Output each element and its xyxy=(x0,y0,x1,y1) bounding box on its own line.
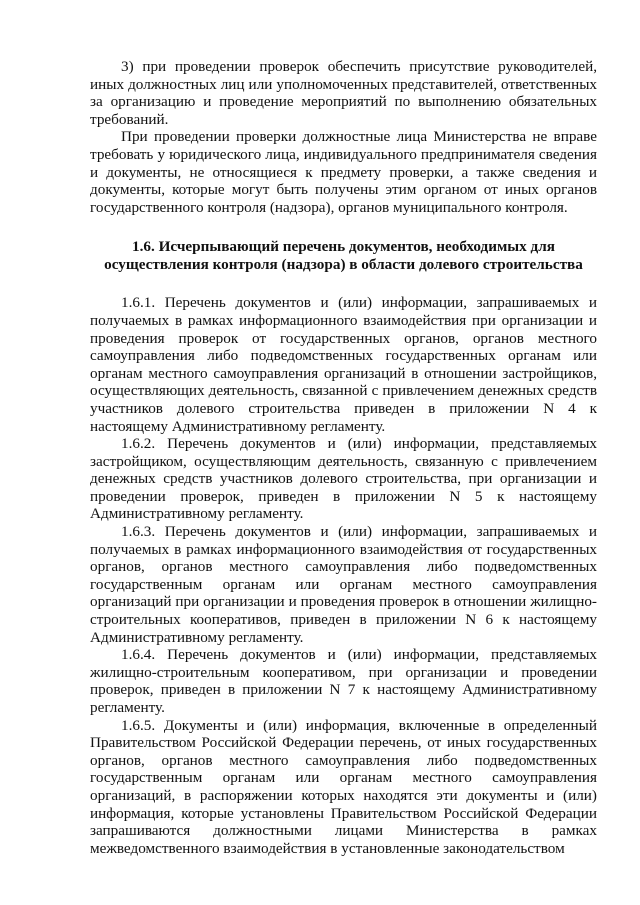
paragraph-1-6-3: 1.6.3. Перечень документов и (или) информации, запрашиваемых и получаемых в рамках информационного взаимодействия от государственных органов, органов местного самоуправления либо подведомственных государственным органам или органам местного самоуправления организаций при организации и проведения проверок в отношении жилищно-строительных кооперативов, приведен в приложении N 6 к настоящему Административному регламенту. xyxy=(90,523,597,646)
paragraph-1-6-4: 1.6.4. Перечень документов и (или) информации, представляемых жилищно-строительным кооперативом, при организации и проведении проверок, приведен в приложении N 7 к настоящему Административному регламенту. xyxy=(90,646,597,716)
paragraph-item-3: 3) при проведении проверок обеспечить присутствие руководителей, иных должностных лиц или уполномоченных представителей, ответственных за организацию и проведение мероприятий по выполнению обязательных требований. xyxy=(90,58,597,128)
paragraph-1-6-2: 1.6.2. Перечень документов и (или) информации, представляемых застройщиком, осуществляющим деятельность, связанную с привлечением денежных средств участников долевого строительства, при организации и проведении проверок, приведен в приложении N 5 к настоящему Административному регламенту. xyxy=(90,435,597,523)
paragraph-1-6-5: 1.6.5. Документы и (или) информация, включенные в определенный Правительством Российской Федерации перечень, от иных государственных органов, органов местного самоуправления либо подведомственных государственным органам или органам местного самоуправления организаций, в распоряжении которых находятся эти документы и (или) информация, которые установлены Правительством Российской Федерации запрашиваются должностными лицами Министерства в рамках межведомственного взаимодействия в установленные законодательством xyxy=(90,716,597,857)
document-page xyxy=(90,58,597,857)
paragraph-1-6-1: 1.6.1. Перечень документов и (или) информации, запрашиваемых и получаемых в рамках информационного взаимодействия при организации и проведения проверок от государственных органов, органов местного самоуправления либо подведомственных государственных органам или органам местного самоуправления организаций в отношении застройщиков, осуществляющих деятельность, связанной с привлечением денежных средств участников долевого строительства приведен в приложении N 4 к настоящему Административному регламенту. xyxy=(90,294,597,435)
paragraph-restriction: При проведении проверки должностные лица Министерства не вправе требовать у юридического лица, индивидуального предпринимателя сведения и документы, не относящиеся к предмету проверки, а также сведения и документы, которые могут быть получены этим органом от иных органов государственного контроля (надзора), органов муниципального контроля. xyxy=(90,128,597,216)
section-heading: 1.6. Исчерпывающий перечень документов, необходимых для осуществления контроля (надзора) в области долевого строительства xyxy=(104,238,583,274)
